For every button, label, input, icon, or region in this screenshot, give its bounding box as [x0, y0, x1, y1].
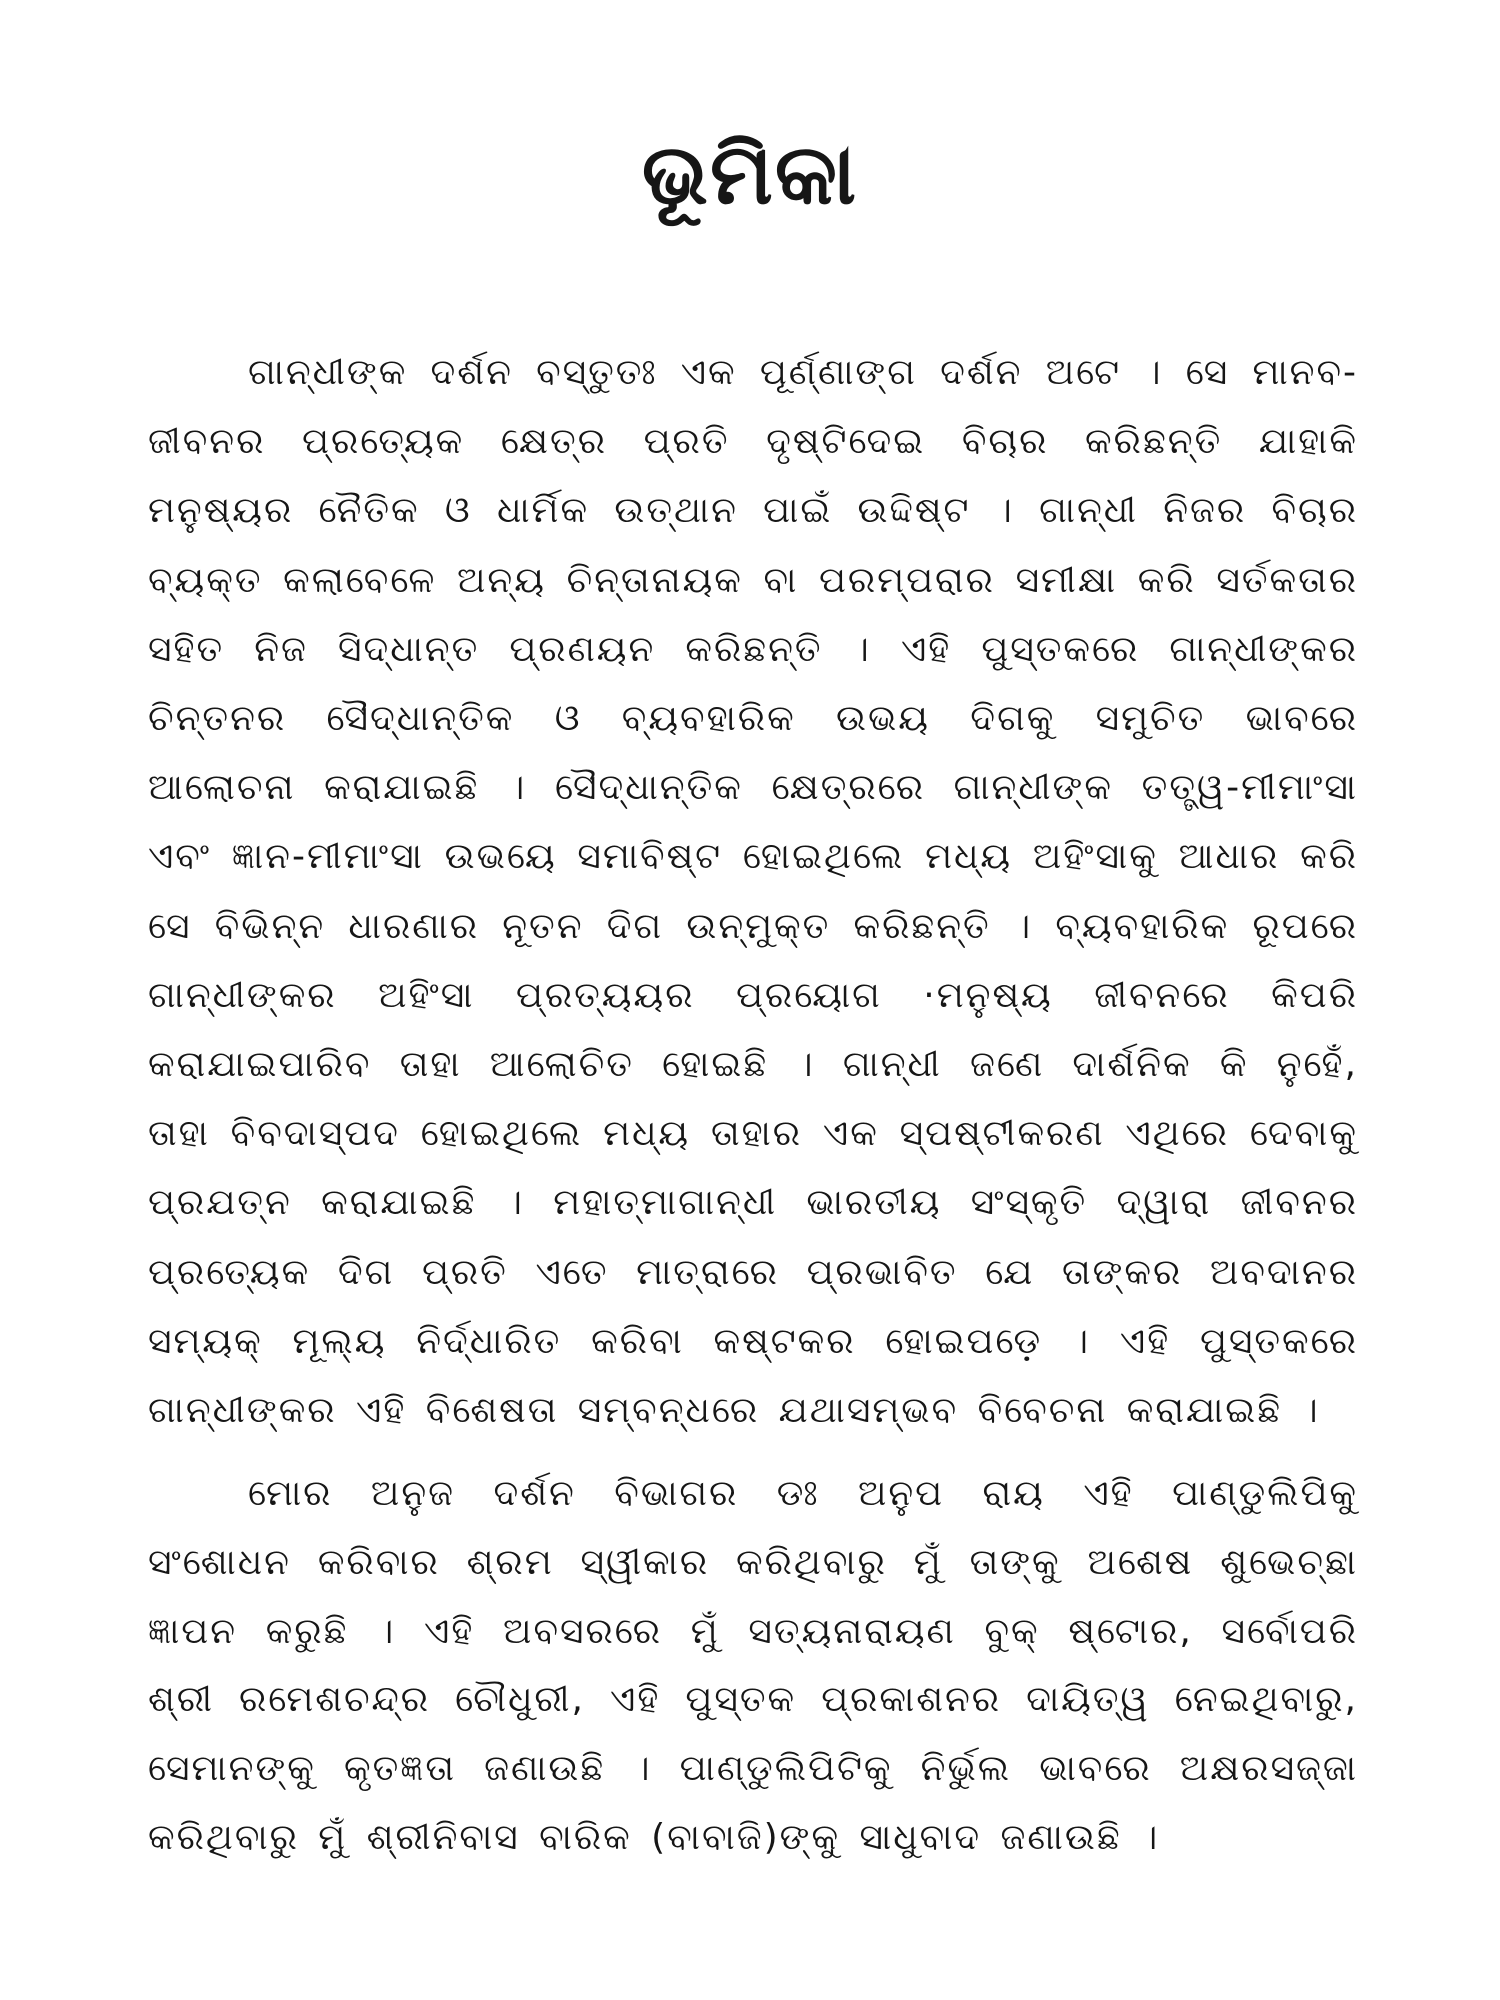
page-title: ଭୂମିକା	[641, 125, 859, 223]
paragraph-1-text: ଗାନ୍ଧୀଙ୍କ ଦର୍ଶନ ବସ୍ତୁତଃ ଏକ ପୂର୍ଣ୍ଣାଙ୍ଗ ଦର୍ଶନ ଅଟେ । ସେ ମାନବ-ଜୀବନର ପ୍ରତ୍ୟେକ କ୍ଷେତ୍ର ପ୍ରତି ଦୃଷ୍ଟିଦେଇ ବିଚାର କରିଛନ୍ତି ଯାହାକି ମନୁଷ୍ୟର ନୈତିକ ଓ ଧାର୍ମିକ ଉତ୍‌ଥାନ ପାଇଁ ଉଦ୍ଦିଷ୍ଟ । ଗାନ୍ଧୀ ନିଜର ବିଚାର ବ୍ୟକ୍ତ କଲାବେଳେ ଅନ୍ୟ ଚିନ୍ତାନାୟକ ବା ପରମ୍ପରାର ସମୀକ୍ଷା କରି ସର୍ତକତାର ସହିତ ନିଜ ସିଦ୍ଧାନ୍ତ ପ୍ରଣୟନ କରିଛନ୍ତି । ଏହି ପୁସ୍ତକରେ ଗାନ୍ଧୀଙ୍କର ଚିନ୍ତନର ସୈଦ୍ଧାନ୍ତିକ ଓ ବ୍ୟବହାରିକ ଉଭୟ ଦିଗକୁ ସମୁଚିତ ଭାବରେ ଆଲୋଚନା କରାଯାଇଛି । ସୈଦ୍ଧାନ୍ତିକ କ୍ଷେତ୍ରରେ ଗାନ୍ଧୀଙ୍କ ତତ୍ତ୍ୱ-ମୀମାଂସା ଏବଂ ଜ୍ଞାନ-ମୀମାଂସା ଉଭୟେ ସମାବିଷ୍ଟ ହୋଇଥିଲେ ମଧ୍ୟ ଅହିଂସାକୁ ଆଧାର କରି ସେ ବିଭିନ୍ନ ଧାରଣାର ନୂତନ ଦିଗ ଉନ୍ମୁକ୍ତ କରିଛନ୍ତି । ବ୍ୟବହାରିକ ରୂପରେ ଗାନ୍ଧୀଙ୍କର ଅହିଂସା ପ୍ରତ୍ୟୟର ପ୍ରୟୋଗ ·ମନୁଷ୍ୟ ଜୀବନରେ କିପରି କରାଯାଇପାରିବ ତାହା ଆଲୋଚିତ ହୋଇଛି । ଗାନ୍ଧୀ ଜଣେ ଦାର୍ଶନିକ କି ନୁହେଁ, ତାହା ବିବଦାସ୍ପଦ ହୋଇଥିଲେ ମଧ୍ୟ ତାହାର ଏକ ସ୍ପଷ୍ଟୀକରଣ ଏଥିରେ ଦେବାକୁ ପ୍ରଯତ୍ନ କରାଯାଇଛି । ମହାତ୍ମାଗାନ୍ଧୀ ଭାରତୀୟ ସଂସ୍କୃତି ଦ୍ୱାରା ଜୀବନର ପ୍ରତ୍ୟେକ ଦିଗ ପ୍ରତି ଏତେ ମାତ୍ରାରେ ପ୍ରଭାବିତ ଯେ ତାଙ୍କର ଅବଦାନର ସମ୍ୟକ୍ ମୂଲ୍ୟ ନିର୍ଦ୍ଧାରିତ କରିବା କଷ୍ଟକର ହୋଇପଡ଼େ । ଏହି ପୁସ୍ତକରେ ଗାନ୍ଧୀଙ୍କର ଏହି ବିଶେଷତା ସମ୍ବନ୍ଧରେ ଯଥାସମ୍ଭବ ବିବେଚନା କରାଯାଇଛି ।	[148, 352, 1358, 1432]
paragraph-2-text: ମୋର ଅନୁଜ ଦର୍ଶନ ବିଭାଗର ଡଃ ଅନୁପ ରାୟ ଏହି ପାଣ୍ଡୁଲିପିକୁ ସଂଶୋଧନ କରିବାର ଶ୍ରମ ସ୍ୱୀକାର କରିଥିବାରୁ ମୁଁ ତାଙ୍କୁ ଅଶେଷ ଶୁଭେଚ୍ଛା ଜ୍ଞାପନ କରୁଛି । ଏହି ଅବସରରେ ମୁଁ ସତ୍ୟନାରାୟଣ ବୁକ୍ ଷ୍ଟୋର, ସର୍ବୋପରି ଶ୍ରୀ ରମେଶଚନ୍ଦ୍ର ଚୌଧୁରୀ, ଏହି ପୁସ୍ତକ ପ୍ରକାଶନର ଦାୟିତ୍ୱ ନେଇଥିବାରୁ, ସେମାନଙ୍କୁ କୃତଜ୍ଞତା ଜଣାଉଛି । ପାଣ୍ଡୁଲିପିଟିକୁ ନିର୍ଭୁଲ ଭାବରେ ଅକ୍ଷରସଜ୍ଜା କରିଥିବାରୁ ମୁଁ ଶ୍ରୀନିବାସ ବାରିକ (ବାବାଜି)ଙ୍କୁ ସାଧୁବାଦ ଜଣାଉଛି ।	[148, 1473, 1358, 1858]
paragraph-2	[148, 1460, 1358, 1873]
paragraph-1	[148, 338, 1358, 1445]
